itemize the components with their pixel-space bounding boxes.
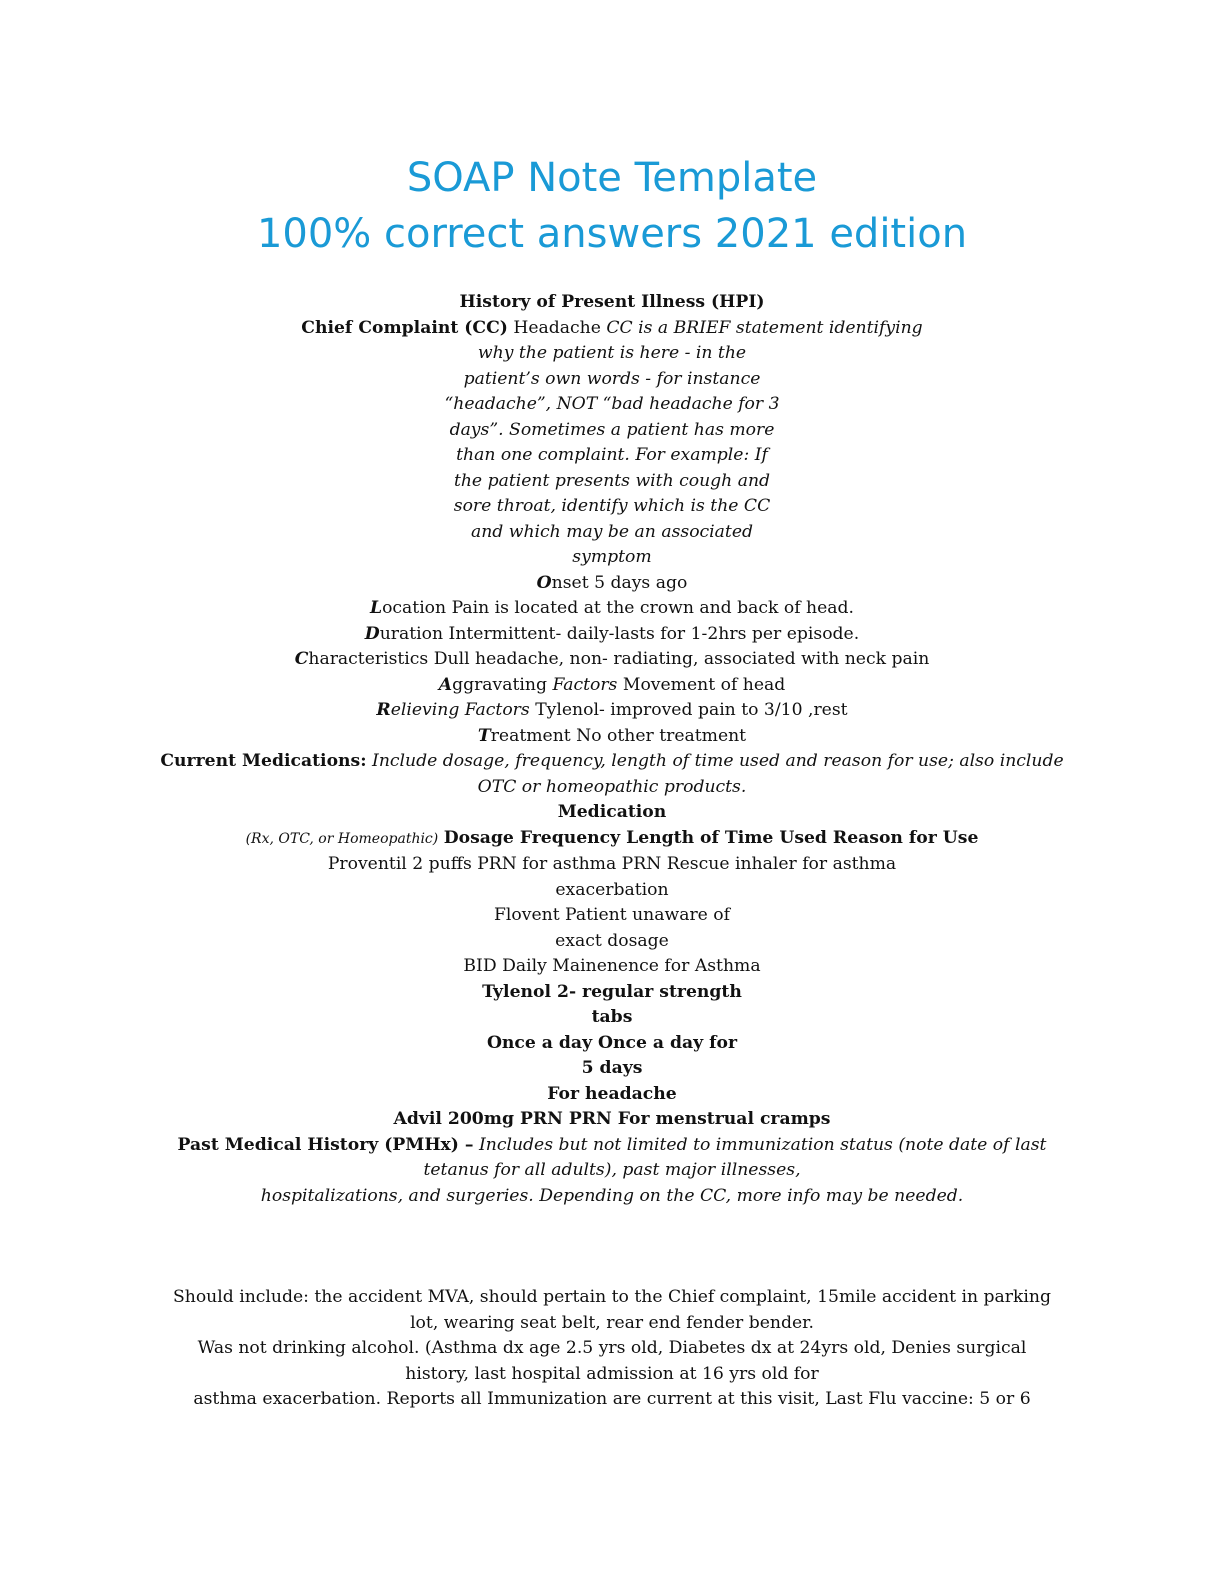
treatment-label: reatment xyxy=(490,725,571,746)
cc-hint-line: than one complaint. For example: If xyxy=(456,445,768,465)
location-label: ocation xyxy=(382,598,447,618)
chief-complaint-line xyxy=(0,316,1224,342)
pmhx-hint: Includes but not limited to immunization status (note date of last xyxy=(479,1134,1047,1155)
onset-value: 5 days ago xyxy=(594,572,688,593)
medication-row: Advil 200mg PRN PRN For menstrual cramps xyxy=(393,1109,831,1129)
medication-columns-label: Dosage Frequency Length of Time Used Reason for Use xyxy=(443,827,979,848)
cc-hint-line: and which may be an associated xyxy=(470,521,754,542)
cc-label: Chief Complaint (CC) xyxy=(301,317,508,338)
notes-line: Should include: the accident MVA, should pertain to the Chief complaint, 15mile accident in parking xyxy=(172,1287,1051,1307)
medication-row: Proventil 2 puffs PRN for asthma PRN Rescue inhaler for asthma xyxy=(327,854,897,874)
treatment-value: No other treatment xyxy=(576,725,747,746)
cc-hint-line: symptom xyxy=(572,547,652,567)
medication-row: tabs xyxy=(591,1007,633,1027)
characteristics-label: haracteristics xyxy=(308,649,429,669)
cc-hint-line: sore throat, identify which is the CC xyxy=(453,496,771,516)
notes-line: lot, wearing seat belt, rear end fender bender. xyxy=(410,1312,814,1333)
cc-hint: CC is a BRIEF statement identifying xyxy=(606,317,923,338)
document-body xyxy=(0,290,1224,1413)
cc-hint-line: “headache”, NOT “bad headache for 3 xyxy=(444,394,780,414)
cc-value: Headache xyxy=(513,317,601,338)
current-medications-line xyxy=(0,749,1224,775)
medications-hint-line: OTC or homeopathic products. xyxy=(477,776,747,797)
pmhx-hint-line: hospitalizations, and surgeries. Depending on the CC, more info may be needed. xyxy=(260,1185,964,1206)
location-line xyxy=(0,596,1224,622)
onset-label: nset xyxy=(551,572,589,593)
characteristics-initial: C xyxy=(294,649,309,669)
section-spacer xyxy=(0,1209,1224,1285)
pmhx-label: Past Medical History (PMHx) – xyxy=(177,1134,474,1155)
duration-initial: D xyxy=(364,623,380,644)
aggravating-label: ggravating xyxy=(452,674,547,695)
pmhx-line xyxy=(0,1133,1224,1159)
location-value: Pain is located at the crown and back of head. xyxy=(451,598,855,618)
relieving-value: Tylenol- improved pain to 3/10 ,rest xyxy=(535,700,848,720)
medication-row: BID Daily Mainenence for Asthma xyxy=(463,956,761,976)
relieving-label: elieving Factors xyxy=(390,700,530,720)
aggravating-line xyxy=(0,673,1224,699)
cc-hint-line: why the patient is here - in the xyxy=(477,343,747,363)
treatment-initial: T xyxy=(477,725,491,746)
characteristics-line xyxy=(0,647,1224,673)
medication-row: Tylenol 2- regular strength xyxy=(482,981,742,1002)
pmhx-hint-line: tetanus for all adults), past major illnesses, xyxy=(423,1160,801,1180)
relieving-line xyxy=(0,698,1224,724)
medication-table-columns xyxy=(0,826,1224,853)
medication-type-label: (Rx, OTC, or Homeopathic) xyxy=(245,830,439,847)
duration-value: Intermittent- daily-lasts for 1-2hrs per episode. xyxy=(448,623,860,644)
notes-line: Was not drinking alcohol. (Asthma dx age 2.5 yrs old, Diabetes dx at 24yrs old, Denies surgical xyxy=(197,1338,1027,1358)
onset-initial: O xyxy=(536,572,552,593)
medication-row: Once a day Once a day for xyxy=(486,1032,738,1053)
medication-table-heading: Medication xyxy=(557,802,667,822)
duration-line xyxy=(0,622,1224,648)
medication-row: Flovent Patient unaware of xyxy=(493,905,731,925)
characteristics-value: Dull headache, non- radiating, associated with neck pain xyxy=(433,649,930,669)
duration-label: uration xyxy=(379,623,444,644)
medication-row: exact dosage xyxy=(555,930,669,951)
medications-hint: Include dosage, frequency, length of time used and reason for use; also include xyxy=(372,751,1064,771)
treatment-line xyxy=(0,724,1224,750)
hpi-heading: History of Present Illness (HPI) xyxy=(459,292,765,312)
relieving-initial: R xyxy=(376,700,391,720)
cc-hint-line: patient’s own words - for instance xyxy=(463,368,761,389)
cc-hint-line: days”. Sometimes a patient has more xyxy=(449,419,775,440)
aggravating-factors-label: Factors xyxy=(552,674,618,695)
medications-label: Current Medications: xyxy=(160,751,367,771)
title-line-1: SOAP Note Template xyxy=(406,155,818,201)
cc-hint-line: the patient presents with cough and xyxy=(453,470,771,491)
aggravating-value: Movement of head xyxy=(622,674,786,695)
medication-row: 5 days xyxy=(581,1058,643,1078)
aggravating-initial: A xyxy=(438,674,453,695)
notes-line: history, last hospital admission at 16 yrs old for xyxy=(405,1363,819,1384)
document-title xyxy=(0,150,1224,262)
medication-row: exacerbation xyxy=(555,879,669,900)
notes-line: asthma exacerbation. Reports all Immunization are current at this visit, Last Flu vaccine: 5 or 6 xyxy=(193,1389,1031,1409)
title-line-2: 100% correct answers 2021 edition xyxy=(256,211,968,257)
onset-line xyxy=(0,571,1224,597)
location-initial: L xyxy=(369,598,383,618)
medication-row: For headache xyxy=(547,1083,677,1104)
